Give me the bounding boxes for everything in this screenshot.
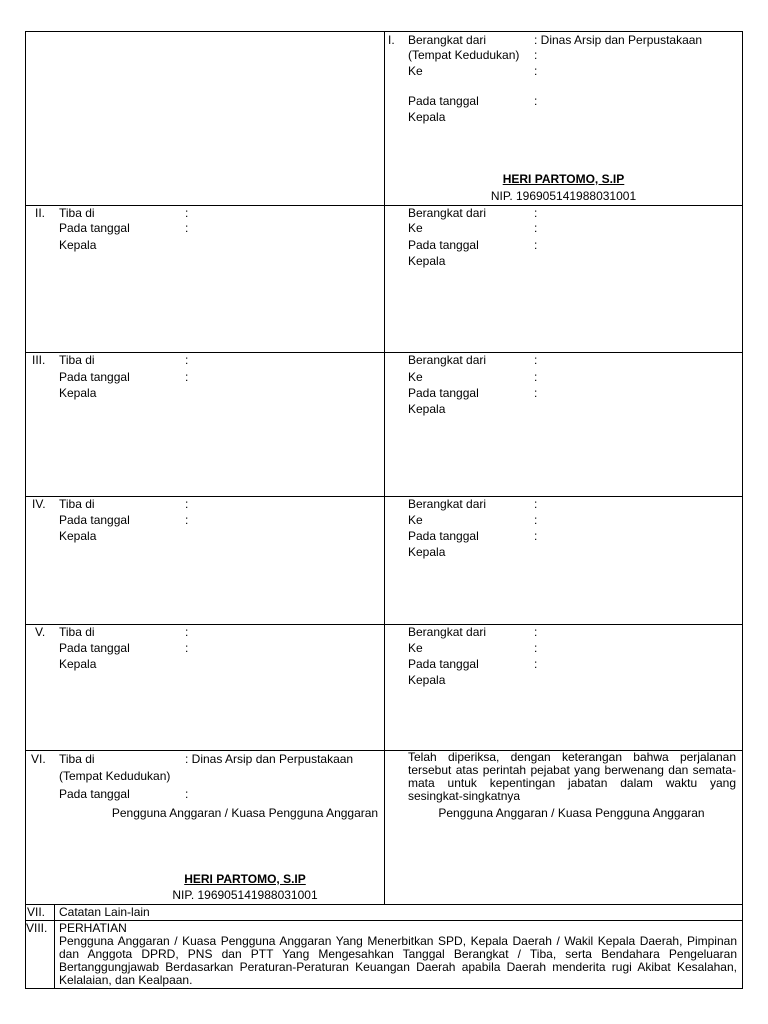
section-iii-tanggal-label: Pada tanggal — [59, 370, 130, 384]
section-ii-ke-colon: : — [534, 221, 538, 235]
section-v-berangkat-label: Berangkat dari — [408, 625, 487, 639]
section-vii-label: Catatan Lain-lain — [59, 905, 150, 919]
section-iv-berangkat-colon: : — [534, 497, 538, 511]
section-i-signer-name: HERI PARTOMO, S.IP — [502, 172, 625, 186]
section-v-kepala-label: Kepala — [59, 657, 97, 671]
section-iii-kepala-right-label: Kepala — [408, 402, 446, 416]
section-iv-tanggal-colon: : — [185, 513, 189, 527]
section-vi-role-left: Pengguna Anggaran / Kuasa Pengguna Anggaran — [111, 806, 379, 820]
section-iii-tanggal-right-colon: : — [534, 386, 538, 400]
section-v-ke-colon: : — [534, 641, 538, 655]
section-vi-tiba-value: : Dinas Arsip dan Perpustakaan — [185, 752, 354, 766]
section-vi-role-right: Pengguna Anggaran / Kuasa Pengguna Anggaran — [438, 806, 705, 820]
section-ii-tanggal-colon: : — [185, 221, 189, 235]
section-iv-berangkat-label: Berangkat dari — [408, 497, 487, 511]
section-ii-berangkat-label: Berangkat dari — [408, 206, 487, 220]
section-iv-number: IV. — [32, 497, 46, 511]
section-ii-number: II. — [35, 206, 46, 220]
section-ii-berangkat-colon: : — [534, 206, 538, 220]
section-v-berangkat-colon: : — [534, 625, 538, 639]
section-ii-kepala-label: Kepala — [59, 238, 97, 252]
section-ii-tanggal-right-colon: : — [534, 238, 538, 252]
section-ii-right-cell — [384, 205, 743, 353]
section-iv-tiba-label: Tiba di — [59, 497, 95, 511]
section-iv-tanggal-right-label: Pada tanggal — [408, 529, 479, 543]
section-iv-kepala-label: Kepala — [59, 529, 97, 543]
section-viii-body: Pengguna Anggaran / Kuasa Pengguna Anggaran Yang Menerbitkan SPD, Kepala Daerah / Wakil Kepala Daerah, Pimpinan dan Anggota DPRD, PNS dan PTT Yang Mengesahkan Tanggal Berangkat / Tiba, serta Bendahara Pengeluaran Bertanggungjawab Berdasarkan Peraturan-Peraturan Keuangan Daerah apabila Daerah menderita rugi Akibat Kesalahan, Kelalaian, dan Kealpaan. — [59, 934, 737, 987]
section-i-tempat-label: (Tempat Kedudukan) — [408, 48, 520, 62]
section-i-tempat-colon: : — [534, 48, 538, 62]
section-v-ke-label: Ke — [408, 641, 423, 655]
section-vii-number: VII. — [27, 905, 46, 919]
section-i-left-cell — [25, 31, 385, 206]
section-vi-tanggal-colon: : — [185, 787, 189, 801]
section-iii-tiba-colon: : — [185, 353, 189, 367]
section-iii-tiba-label: Tiba di — [59, 353, 95, 367]
section-i-ke-colon: : — [534, 64, 538, 78]
section-iii-tanggal-right-label: Pada tanggal — [408, 386, 479, 400]
section-vii-content-cell — [54, 904, 743, 921]
section-v-tanggal-right-label: Pada tanggal — [408, 657, 479, 671]
section-v-tanggal-label: Pada tanggal — [59, 641, 130, 655]
section-ii-tanggal-right-label: Pada tanggal — [408, 238, 479, 252]
section-iii-ke-label: Ke — [408, 370, 423, 384]
section-iii-tanggal-colon: : — [185, 370, 189, 384]
section-iii-right-cell — [384, 352, 743, 497]
section-iii-kepala-label: Kepala — [59, 386, 97, 400]
section-vi-statement: Telah diperiksa, dengan keterangan bahwa perjalanan tersebut atas perintah pejabat yang berwenang dan semata-mata untuk kepentingan jabatan dalam waktu yang sesingkat-singkatnya — [408, 750, 736, 803]
section-vi-tempat-label: (Tempat Kedudukan) — [59, 769, 171, 783]
section-vi-number: VI. — [31, 752, 46, 766]
section-iv-kepala-right-label: Kepala — [408, 545, 446, 559]
section-i-number: I. — [388, 33, 395, 47]
section-iii-number: III. — [32, 353, 46, 367]
section-v-number: V. — [35, 625, 46, 639]
section-ii-kepala-right-label: Kepala — [408, 254, 446, 268]
section-ii-tanggal-label: Pada tanggal — [59, 221, 130, 235]
section-v-tiba-colon: : — [185, 625, 189, 639]
section-vi-tiba-label: Tiba di — [59, 752, 95, 766]
section-iv-tanggal-label: Pada tanggal — [59, 513, 130, 527]
section-iv-ke-colon: : — [534, 513, 538, 527]
section-i-berangkat-label: Berangkat dari — [408, 33, 487, 47]
section-iv-right-cell — [384, 496, 743, 625]
section-i-tanggal-colon: : — [534, 94, 538, 108]
section-i-ke-label: Ke — [408, 64, 423, 78]
section-viii-number: VIII. — [26, 921, 48, 935]
section-i-tanggal-label: Pada tanggal — [408, 94, 479, 108]
section-viii-title: PERHATIAN — [59, 921, 127, 935]
section-v-tanggal-colon: : — [185, 641, 189, 655]
spd-back-page — [25, 31, 743, 989]
section-vi-signer-nip: NIP. 196905141988031001 — [172, 888, 318, 902]
section-iv-tiba-colon: : — [185, 497, 189, 511]
section-iii-ke-colon: : — [534, 370, 538, 384]
section-i-kepala-label: Kepala — [408, 110, 446, 124]
section-ii-tiba-label: Tiba di — [59, 206, 95, 220]
section-iv-ke-label: Ke — [408, 513, 423, 527]
section-vi-signer-name: HERI PARTOMO, S.IP — [184, 872, 306, 886]
section-v-tanggal-right-colon: : — [534, 657, 538, 671]
section-iii-berangkat-colon: : — [534, 353, 538, 367]
section-ii-tiba-colon: : — [185, 206, 189, 220]
section-iii-berangkat-label: Berangkat dari — [408, 353, 487, 367]
section-iv-tanggal-right-colon: : — [534, 529, 538, 543]
section-ii-ke-label: Ke — [408, 221, 423, 235]
section-v-tiba-label: Tiba di — [59, 625, 95, 639]
section-i-signer-nip: NIP. 196905141988031001 — [490, 189, 637, 203]
section-i-berangkat-value: : Dinas Arsip dan Perpustakaan — [534, 33, 703, 47]
section-vi-tanggal-label: Pada tanggal — [59, 787, 130, 801]
section-v-kepala-right-label: Kepala — [408, 673, 446, 687]
